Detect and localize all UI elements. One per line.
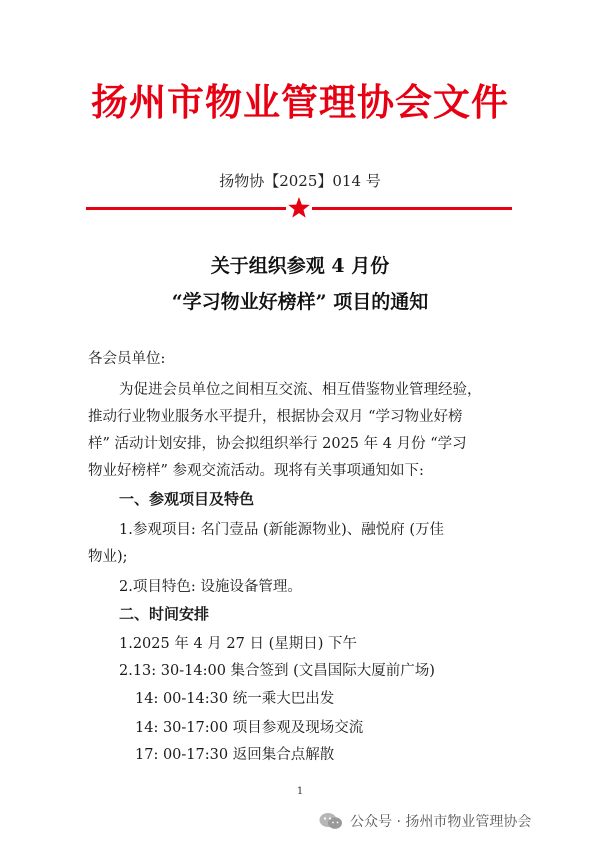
divider-left-rule (86, 207, 286, 210)
masthead-title: 扬州市物业管理协会文件 (91, 80, 509, 124)
schedule-item: 17: 00-17:30 返回集合点解散 (135, 747, 335, 763)
visit-item-1-line-2: 物业); (88, 549, 128, 565)
notice-title-line-2: “学习物业好榜样” 项目的通知 (171, 291, 429, 313)
schedule-item: 14: 00-14:30 统一乘大巴出发 (135, 691, 335, 707)
page-number: 1 (296, 786, 304, 797)
schedule-item: 14: 30-17:00 项目参观及现场交流 (135, 720, 364, 736)
wechat-icon (318, 811, 344, 831)
divider-right-rule (312, 207, 512, 210)
intro-line: 推动行业物业服务水平提升，根据协会双月 “学习物业好榜 (88, 409, 463, 425)
document-number: 扬物协【2025】014 号 (219, 172, 381, 190)
schedule-item: 2.13: 30-14:00 集合签到 (文昌国际大厦前广场) (119, 663, 435, 679)
notice-title-line-1: 关于组织参观 4 月份 (210, 255, 390, 277)
section-heading-schedule: 二、时间安排 (119, 605, 210, 623)
wechat-watermark (318, 810, 531, 832)
visit-item-1-line-1: 1.参观项目: 名门壹品 (新能源物业)、融悦府 (万佳 (119, 522, 445, 538)
visit-item-2: 2.项目特色: 设施设备管理。 (119, 579, 302, 595)
red-divider (86, 196, 512, 222)
salutation: 各会员单位: (88, 351, 166, 367)
schedule-item: 1.2025 年 4 月 27 日 (星期日) 下午 (119, 636, 357, 652)
intro-line: 物业好榜样” 参观交流活动。现将有关事项通知如下: (88, 463, 424, 479)
watermark-text: 公众号 · 扬州市物业管理协会 (350, 814, 532, 830)
intro-line: 为促进会员单位之间相互交流、相互借鉴物业管理经验， (119, 382, 482, 398)
intro-line: 样” 活动计划安排，协会拟组织举行 2025 年 4 月份 “学习 (88, 436, 467, 452)
section-heading-visit-projects: 一、参观项目及特色 (119, 490, 255, 508)
red-star-icon (287, 196, 311, 220)
